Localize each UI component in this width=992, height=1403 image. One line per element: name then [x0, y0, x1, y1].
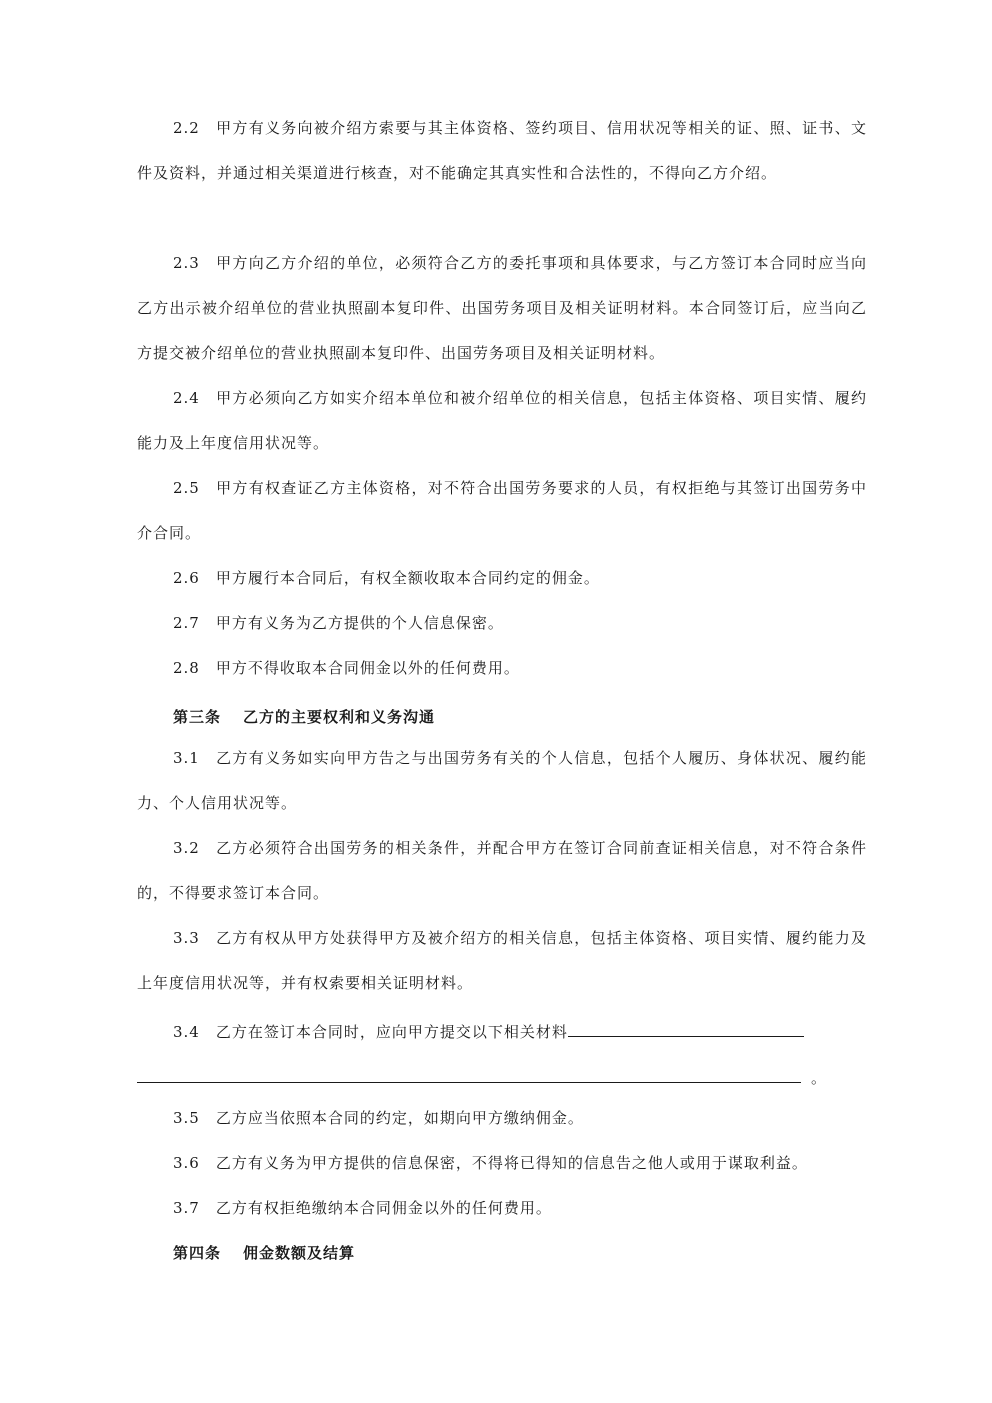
- clause-text: 乙方有义务为甲方提供的信息保密，不得将已得知的信息告之他人或用于谋取利益。: [215, 1154, 808, 1172]
- clause-3-2: [137, 826, 867, 916]
- clause-text: 甲方向乙方介绍的单位，必须符合乙方的委托事项和具体要求，与乙方签订本合同时应当向乙方出示被介绍单位的营业执照副本复印件、出国劳务项目及相关证明材料。本合同签订后，应当向乙方提交被介绍单位的营业执照副本复印件、出国劳务项目及相关证明材料。: [137, 254, 867, 362]
- clause-3-3: [137, 916, 867, 1006]
- article-title: 乙方的主要权利和义务沟通: [243, 708, 436, 726]
- clause-text: 乙方有权拒绝缴纳本合同佣金以外的任何费用。: [215, 1199, 552, 1217]
- clause-text: 甲方不得收取本合同佣金以外的任何费用。: [215, 659, 520, 677]
- clause-3-6: [137, 1141, 867, 1186]
- article-4-heading: [173, 1242, 355, 1264]
- clause-text: 乙方必须符合出国劳务的相关条件，并配合甲方在签订合同前查证相关信息，对不符合条件的，不得要求签订本合同。: [137, 839, 867, 902]
- clause-text: 乙方有义务如实向甲方告之与出国劳务有关的个人信息，包括个人履历、身体状况、履约能力、个人信用状况等。: [137, 749, 867, 812]
- clause-number: 2.2: [173, 119, 200, 137]
- article-number: 第三条: [173, 708, 222, 726]
- clause-text: 乙方有权从甲方处获得甲方及被介绍方的相关信息，包括主体资格、项目实情、履约能力及上年度信用状况等，并有权索要相关证明材料。: [137, 929, 867, 992]
- clause-number: 2.8: [173, 659, 200, 677]
- clause-number: 2.6: [173, 569, 200, 587]
- article-number: 第四条: [173, 1244, 222, 1262]
- article-title: 佣金数额及结算: [243, 1244, 356, 1262]
- clause-number: 2.3: [173, 254, 200, 272]
- clause-text: 甲方履行本合同后，有权全额收取本合同约定的佣金。: [215, 569, 600, 587]
- clause-end-mark: 。: [811, 1069, 828, 1087]
- clause-2-5: [137, 466, 867, 556]
- clause-3-4-continuation: [137, 1066, 827, 1089]
- clause-number: 3.2: [173, 839, 200, 857]
- clause-number: 3.4: [173, 1023, 200, 1041]
- clause-number: 2.5: [173, 479, 200, 497]
- clause-number: 3.7: [173, 1199, 200, 1217]
- clause-2-2: [137, 106, 867, 196]
- clause-number: 3.5: [173, 1109, 200, 1127]
- clause-number: 2.4: [173, 389, 200, 407]
- clause-number: 3.6: [173, 1154, 200, 1172]
- clause-3-7: [137, 1186, 867, 1231]
- clause-text: 甲方有义务向被介绍方索要与其主体资格、签约项目、信用状况等相关的证、照、证书、文件及资料，并通过相关渠道进行核查，对不能确定其真实性和合法性的，不得向乙方介绍。: [137, 119, 867, 182]
- clause-2-4: [137, 376, 867, 466]
- clause-number: 2.7: [173, 614, 200, 632]
- fill-in-blank[interactable]: [568, 1020, 804, 1037]
- clause-number: 3.1: [173, 749, 200, 767]
- clause-text: 甲方必须向乙方如实介绍本单位和被介绍单位的相关信息，包括主体资格、项目实情、履约能力及上年度信用状况等。: [137, 389, 867, 452]
- clause-2-6: [137, 556, 867, 601]
- clause-text: 乙方在签订本合同时，应向甲方提交以下相关材料: [215, 1023, 568, 1041]
- clause-2-7: [137, 601, 867, 646]
- clause-3-1: [137, 736, 867, 826]
- clause-3-4: [173, 1020, 804, 1043]
- clause-text: 乙方应当依照本合同的约定，如期向甲方缴纳佣金。: [215, 1109, 584, 1127]
- clause-text: 甲方有权查证乙方主体资格，对不符合出国劳务要求的人员，有权拒绝与其签订出国劳务中介合同。: [137, 479, 867, 542]
- clause-2-3: [137, 241, 867, 376]
- clause-text: 甲方有义务为乙方提供的个人信息保密。: [215, 614, 504, 632]
- fill-in-blank[interactable]: [137, 1066, 801, 1083]
- clause-3-5: [137, 1096, 867, 1141]
- article-3-heading: [173, 706, 435, 728]
- clause-number: 3.3: [173, 929, 200, 947]
- clause-2-8: [137, 646, 867, 691]
